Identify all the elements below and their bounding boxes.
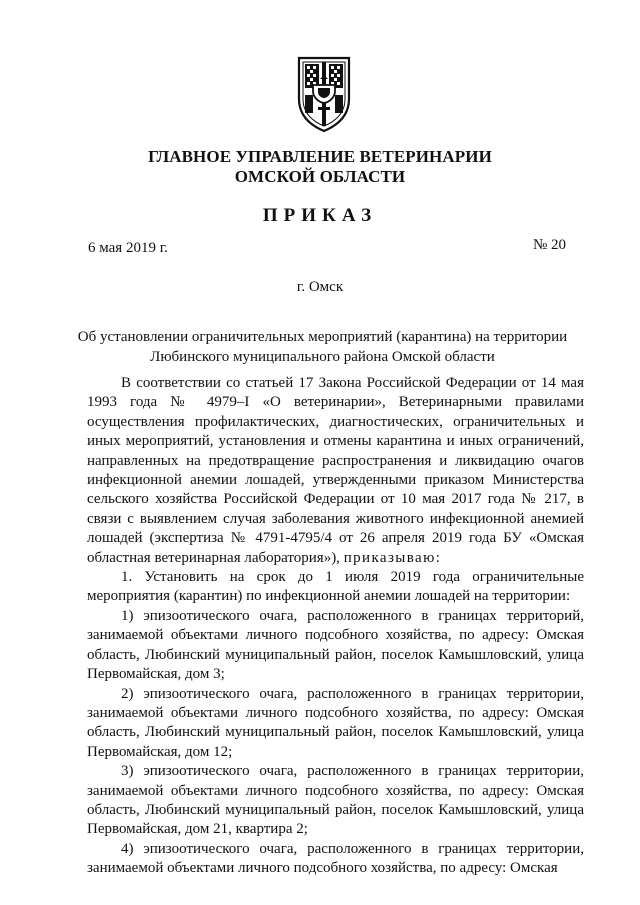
organization-name (0, 147, 640, 187)
order-word: приказываю: (343, 549, 442, 566)
subject-line-1: Об установлении ограничительных мероприятий (карантина) на территории (77, 329, 568, 345)
organization-line-2: ОМСКОЙ ОБЛАСТИ (234, 167, 406, 186)
document-city: г. Омск (296, 279, 344, 295)
order-item-1: 1. Установить на срок до 1 июля 2019 года ограничительные мероприятия (карантин) по инфекционной анемии лошадей на территории: (87, 569, 584, 605)
order-subitem-4: 4) эпизоотического очага, расположенного в границах территории, занимаемой объектами личного подсобного хозяйства, по адресу: Омская (87, 840, 584, 877)
order-subitem-2: 2) эпизоотического очага, расположенного в границах территории, занимаемой объектами личного подсобного хозяйства, по адресу: Омская область, Любинский муниципальный район, поселок Камышловский, улица Первомайская, дом 12; (87, 685, 584, 760)
order-subitem-3: 3) эпизоотического очага, расположенного в границах территории, занимаемой объектами личного подсобного хозяйства, по адресу: Омская область, Любинский муниципальный район, поселок Камышловский, улица Первомайская, дом 21, квартира 2; (87, 763, 584, 838)
document-date: 6 мая 2019 г. (88, 240, 168, 256)
preamble-paragraph (87, 374, 584, 568)
preamble-text: В соответствии со статьей 17 Закона Российской Федерации от 14 мая 1993 года № 4979–I «О ветеринарии», Ветеринарными правилами осуществления профилактических, диагностических, ограничительных и иных мероприятий, установления и отмены карантина и иных ограничений, направленных на предотвращение распространения и ликвидацию очагов инфекционной анемии лошадей, утвержденными приказом Министерства сельского хозяйства Российской Федерации от 10 мая 2017 года № 217, в связи с выявлением случая заболевания животного инфекционной анемией лошадей (экспертиза № 4791-4795/4 от 26 апреля 2019 года БУ «Омская областная ветеринарная лаборатория»), (87, 375, 584, 566)
document-number: № 20 (532, 237, 566, 253)
document-body (87, 374, 584, 879)
omsk-coat-of-arms-icon (296, 55, 352, 133)
document-type-title: ПРИКАЗ (262, 205, 378, 226)
subject-line-2: Любинского муниципального района Омской области (150, 349, 495, 365)
document-subject (60, 327, 585, 367)
order-subitem-1: 1) эпизоотического очага, расположенного в границах территорий, занимаемой объектами личного подсобного хозяйства, по адресу: Омская область, Любинский муниципальный район, поселок Камышловский, улица Первомайская, дом 3; (87, 607, 584, 683)
organization-line-1: ГЛАВНОЕ УПРАВЛЕНИЕ ВЕТЕРИНАРИИ (148, 147, 492, 166)
